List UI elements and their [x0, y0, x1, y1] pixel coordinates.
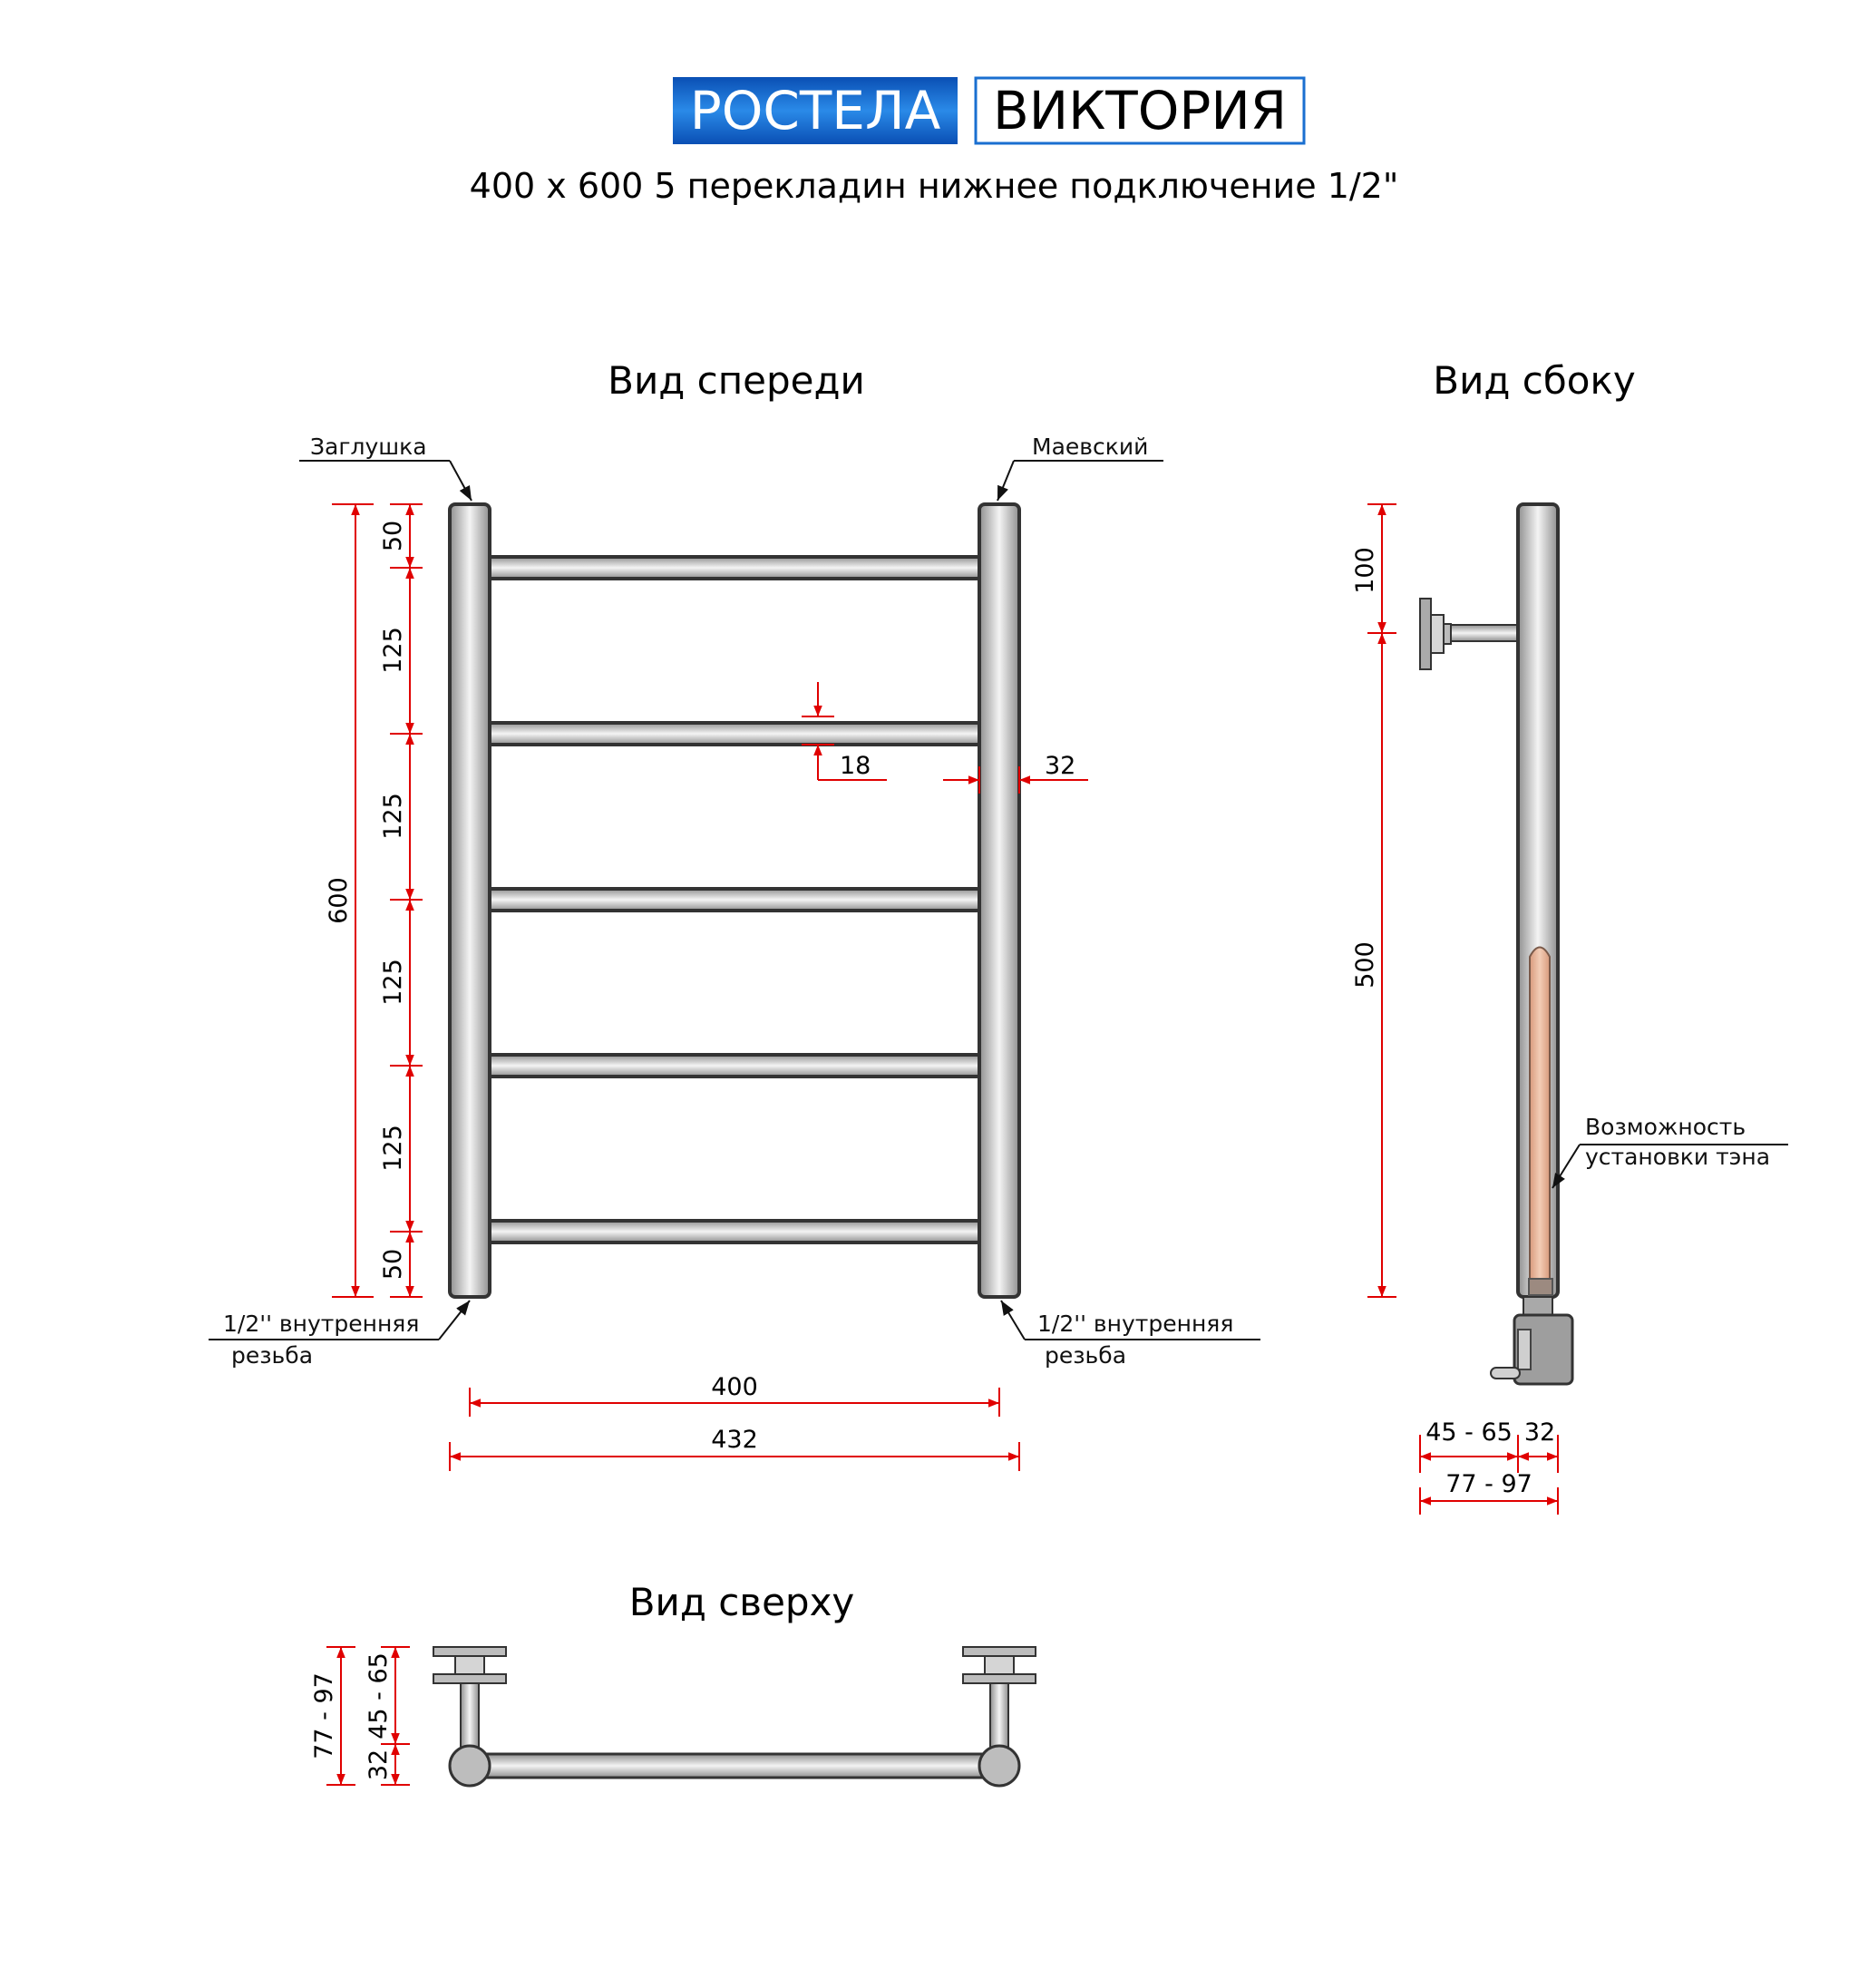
side-dim-total: 77 - 97: [1445, 1470, 1532, 1498]
top-view-title: Вид сверху: [628, 1580, 855, 1624]
top-dim-wall: 45 - 65: [365, 1652, 393, 1740]
thread-right-callout: [1001, 1301, 1260, 1369]
top-crossbar: [470, 1754, 999, 1778]
bracket-rod: [1451, 625, 1518, 641]
top-left-cap: [455, 1656, 484, 1674]
crossbar-3: [479, 889, 988, 911]
heater-nut: [1529, 1279, 1552, 1295]
heater-collar: [1523, 1297, 1552, 1315]
dim-seg-3: 125: [379, 793, 407, 840]
thread-left-line2: резьба: [231, 1342, 314, 1369]
dim-center-width: 400: [711, 1373, 758, 1401]
top-right-cap: [985, 1656, 1014, 1674]
brand-header: [673, 77, 1304, 144]
dim-seg-4: 125: [379, 959, 407, 1006]
top-dim-total: 77 - 97: [310, 1672, 338, 1759]
top-dim-pipe: 32: [365, 1749, 393, 1781]
top-left-plate: [433, 1674, 506, 1683]
thread-left-line1: 1/2'' внутренняя: [223, 1311, 420, 1337]
right-riser: [979, 504, 1019, 1297]
thread-right-line2: резьба: [1045, 1342, 1127, 1369]
front-view-title: Вид спереди: [608, 358, 865, 403]
dim-total-height: 600: [325, 877, 353, 924]
top-right-pipe: [979, 1746, 1019, 1786]
left-riser: [450, 504, 490, 1297]
dim-seg-2: 125: [379, 627, 407, 674]
side-view-title: Вид сбоку: [1433, 358, 1636, 403]
side-dim-wall: 45 - 65: [1425, 1418, 1513, 1447]
heater-callout: [1552, 1114, 1788, 1188]
side-view: [1351, 504, 1788, 1515]
thread-left-callout: [209, 1301, 470, 1369]
brand-right: ВИКТОРИЯ: [992, 80, 1288, 141]
dim-seg-6: 50: [379, 1248, 407, 1281]
heater-label-line1: Возможность: [1585, 1114, 1746, 1140]
crossbar-4: [479, 1055, 988, 1077]
crossbar-1: [479, 557, 988, 579]
page-subtitle: 400 x 600 5 перекладин нижнее подключение 1/2": [469, 166, 1399, 206]
heater-switch: [1518, 1330, 1531, 1369]
dim-bar-diameter: 18: [840, 752, 871, 780]
side-dim-top: 100: [1351, 547, 1379, 594]
bracket-collar: [1444, 624, 1451, 644]
top-right-flange: [963, 1647, 1036, 1656]
side-dim-main: 500: [1351, 941, 1379, 989]
brand-left: РОСТЕЛА: [689, 80, 941, 141]
front-view: [209, 434, 1260, 1471]
dim-outer-width: 432: [711, 1426, 758, 1454]
plug-callout: [299, 434, 472, 501]
front-dimensions: [332, 504, 1088, 1471]
heater-label-line2: установки тэна: [1585, 1144, 1771, 1170]
top-left-flange: [433, 1647, 506, 1656]
top-view: [310, 1647, 1036, 1786]
thread-right-line1: 1/2'' внутренняя: [1037, 1311, 1234, 1337]
top-left-pipe: [450, 1746, 490, 1786]
dim-seg-5: 125: [379, 1125, 407, 1172]
mayevsky-label: Маевский: [1032, 434, 1149, 460]
mayevsky-callout: [997, 434, 1163, 501]
top-right-plate: [963, 1674, 1036, 1683]
dim-pipe-diameter: 32: [1045, 752, 1076, 780]
heater-element: [1530, 948, 1550, 1296]
crossbar-5: [479, 1221, 988, 1242]
crossbar-2: [479, 723, 988, 745]
plug-label: Заглушка: [310, 434, 427, 460]
wall-flange: [1420, 599, 1431, 669]
dim-seg-1: 50: [379, 520, 407, 552]
heater-cable: [1491, 1368, 1520, 1379]
side-dim-pipe: 32: [1523, 1418, 1556, 1447]
bracket-cap: [1431, 615, 1444, 653]
